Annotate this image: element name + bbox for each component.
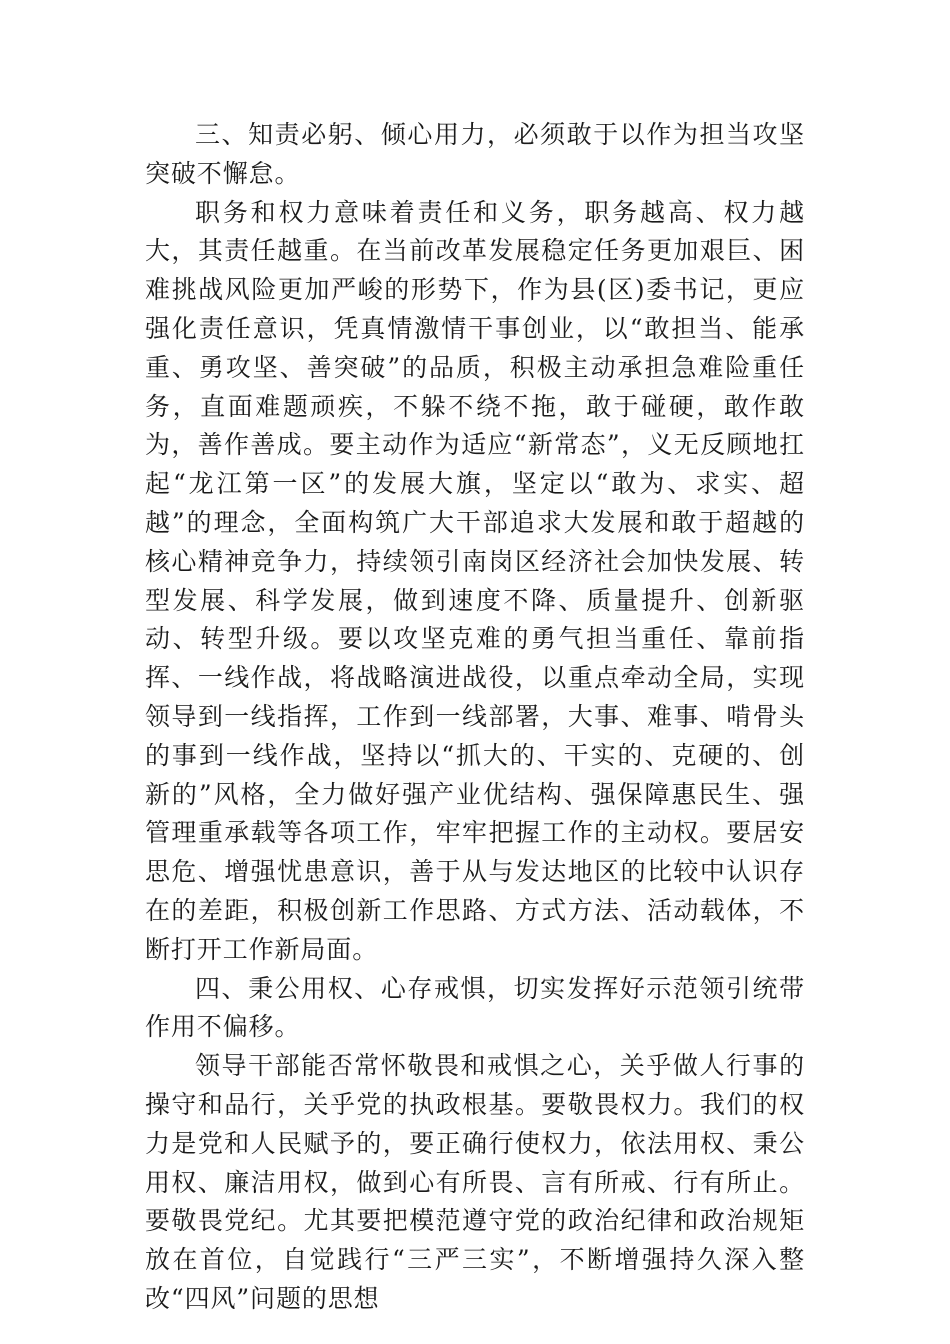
body-paragraph: 领导干部能否常怀敬畏和戒惧之心，关乎做人行事的操守和品行，关乎党的执政根基。要敬畏权力。我们的权力是党和人民赋予的，要正确行使权力，依法用权、秉公用权、廉洁用权，做到心有所畏、言有所戒、行有所止。要敬畏党纪。尤其要把模范遵守党的政治纪律和政治规矩放在首位，自觉践行“三严三实”，不断增强持久深入整改“四风”问题的思想 [145, 1051, 805, 1313]
section-heading-three: 三、知责必躬、倾心用力，必须敢于以作为担当攻坚突破不懈怠。 [145, 120, 805, 188]
document-body [145, 116, 805, 1319]
section-heading-four: 四、秉公用权、心存戒惧，切实发挥好示范领引统带作用不偏移。 [145, 973, 805, 1042]
body-paragraph: 职务和权力意味着责任和义务，职务越高、权力越大，其责任越重。在当前改革发展稳定任务更加艰巨、困难挑战风险更加严峻的形势下，作为县(区)委书记，更应强化责任意识，凭真情激情干事创业，以“敢担当、能承重、勇攻坚、善突破”的品质，积极主动承担急难险重任务，直面难题顽疾，不躲不绕不拖，敢于碰硬，敢作敢为，善作善成。要主动作为适应“新常态”，义无反顾地扛起“龙江第一区”的发展大旗，坚定以“敢为、求实、超越”的理念，全面构筑广大干部追求大发展和敢于超越的核心精神竞争力，持续领引南岗区经济社会加快发展、转型发展、科学发展，做到速度不降、质量提升、创新驱动、转型升级。要以攻坚克难的勇气担当重任、靠前指挥、一线作战，将战略演进战役，以重点牵动全局，实现领导到一线指挥，工作到一线部署，大事、难事、啃骨头的事到一线作战，坚持以“抓大的、干实的、克硬的、创新的”风格，全力做好强产业优结构、强保障惠民生、强管理重承载等各项工作，牢牢把握工作的主动权。要居安思危、增强忧患意识，善于从与发达地区的比较中认识存在的差距，积极创新工作思路、方式方法、活动载体，不断打开工作新局面。 [145, 197, 805, 964]
